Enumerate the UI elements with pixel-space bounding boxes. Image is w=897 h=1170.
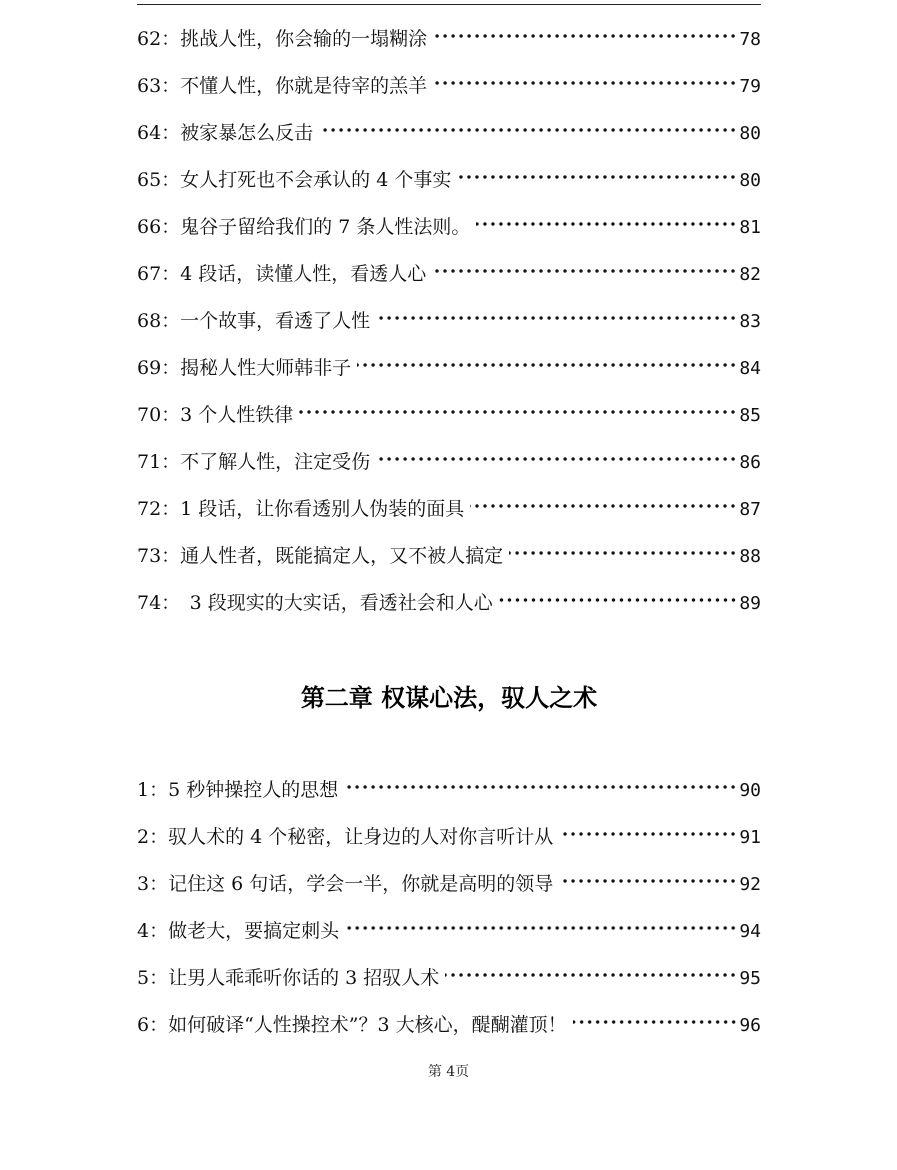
dot-leader — [457, 172, 737, 182]
toc-entry-title: 67：4 段话，读懂人性，看透人心 — [137, 263, 427, 285]
dot-leader — [559, 829, 737, 839]
chapter-heading: 第二章 权谋心法，驭人之术 — [300, 684, 598, 712]
toc-entry[interactable] — [137, 259, 761, 306]
toc-entry[interactable] — [137, 775, 761, 822]
dot-leader — [344, 782, 737, 792]
toc-entry-title: 66：鬼谷子留给我们的 7 条人性法则。 — [137, 216, 471, 238]
toc-entry[interactable] — [137, 541, 761, 588]
toc-entry[interactable] — [137, 869, 761, 916]
toc-entry-page-number: 87 — [739, 499, 761, 520]
dot-leader — [345, 923, 737, 933]
toc-entry-page-number: 94 — [739, 921, 761, 942]
top-rule — [137, 4, 761, 5]
toc-entry-title: 74： 3 段现实的大实话，看透社会和人心 — [137, 592, 493, 614]
toc-entry[interactable] — [137, 353, 761, 400]
toc-entry-page-number: 88 — [739, 546, 761, 567]
toc-entry[interactable] — [137, 306, 761, 353]
dot-leader — [357, 360, 737, 370]
toc-entry-page-number: 83 — [739, 311, 761, 332]
toc-entry-title: 73：通人性者，既能搞定人，又不被人搞定 — [137, 545, 504, 567]
dot-leader — [470, 501, 737, 511]
toc-entry[interactable] — [137, 447, 761, 494]
dot-leader — [476, 219, 737, 229]
toc-entry-title: 4：做老大，要搞定刺头 — [137, 920, 340, 942]
dot-leader — [376, 454, 737, 464]
page-number-footer: 第 4页 — [427, 1064, 470, 1080]
dot-leader — [499, 595, 738, 605]
toc-entry-page-number: 86 — [739, 452, 761, 473]
dot-leader — [573, 1017, 738, 1027]
toc-entry-page-number: 90 — [739, 780, 761, 801]
toc-entry-title: 68：一个故事，看透了人性 — [137, 310, 371, 332]
toc-entry-page-number: 92 — [739, 874, 761, 895]
toc-list-section-1 — [137, 24, 761, 635]
toc-entry[interactable] — [137, 1010, 761, 1057]
dot-leader — [509, 548, 737, 558]
toc-entry-title: 65：女人打死也不会承认的 4 个事实 — [137, 169, 452, 191]
toc-entry[interactable] — [137, 494, 761, 541]
toc-entry-title: 62：挑战人性，你会输的一塌糊涂 — [137, 28, 428, 50]
toc-entry[interactable] — [137, 400, 761, 447]
toc-entry-page-number: 84 — [739, 358, 761, 379]
dot-leader — [376, 313, 737, 323]
toc-entry-title: 72：1 段话，让你看透别人伪装的面具 — [137, 498, 465, 520]
toc-entry-title: 71：不了解人性，注定受伤 — [137, 451, 371, 473]
toc-entry-page-number: 80 — [739, 123, 761, 144]
toc-entry-page-number: 89 — [739, 593, 761, 614]
toc-entry-page-number: 82 — [739, 264, 761, 285]
toc-entry[interactable] — [137, 71, 761, 118]
toc-entry[interactable] — [137, 118, 761, 165]
toc-entry[interactable] — [137, 212, 761, 259]
toc-entry-page-number: 96 — [739, 1015, 761, 1036]
dot-leader — [299, 407, 737, 417]
dot-leader — [445, 970, 737, 980]
toc-entry-page-number: 91 — [739, 827, 761, 848]
toc-entry-title: 70：3 个人性铁律 — [137, 404, 294, 426]
toc-entry-title: 6：如何破译“人性操控术”？3 大核心，醍醐灌顶！ — [137, 1014, 567, 1036]
toc-entry-page-number: 81 — [739, 217, 761, 238]
toc-entry[interactable] — [137, 916, 761, 963]
toc-entry[interactable] — [137, 963, 761, 1010]
toc-entry[interactable] — [137, 165, 761, 212]
toc-entry-page-number: 78 — [739, 29, 761, 50]
toc-entry-page-number: 80 — [739, 170, 761, 191]
toc-entry-title: 64：被家暴怎么反击 — [137, 122, 314, 144]
toc-entry-page-number: 85 — [739, 405, 761, 426]
toc-entry-page-number: 95 — [739, 968, 761, 989]
dot-leader — [432, 266, 737, 276]
toc-entry-title: 5：让男人乖乖听你话的 3 招驭人术 — [137, 967, 440, 989]
dot-leader — [319, 125, 737, 135]
toc-entry-title: 69：揭秘人性大师韩非子 — [137, 357, 352, 379]
dot-leader — [559, 876, 737, 886]
dot-leader — [433, 31, 737, 41]
toc-entry[interactable] — [137, 24, 761, 71]
toc-entry-title: 1：5 秒钟操控人的思想 — [137, 779, 339, 801]
toc-entry-page-number: 79 — [739, 76, 761, 97]
toc-entry-title: 63：不懂人性，你就是待宰的羔羊 — [137, 75, 428, 97]
toc-entry[interactable] — [137, 588, 761, 635]
dot-leader — [433, 78, 737, 88]
toc-entry[interactable] — [137, 822, 761, 869]
toc-entry-title: 2：驭人术的 4 个秘密，让身边的人对你言听计从 — [137, 826, 554, 848]
toc-list-section-2 — [137, 775, 761, 1057]
toc-entry-title: 3：记住这 6 句话，学会一半，你就是高明的领导 — [137, 873, 554, 895]
